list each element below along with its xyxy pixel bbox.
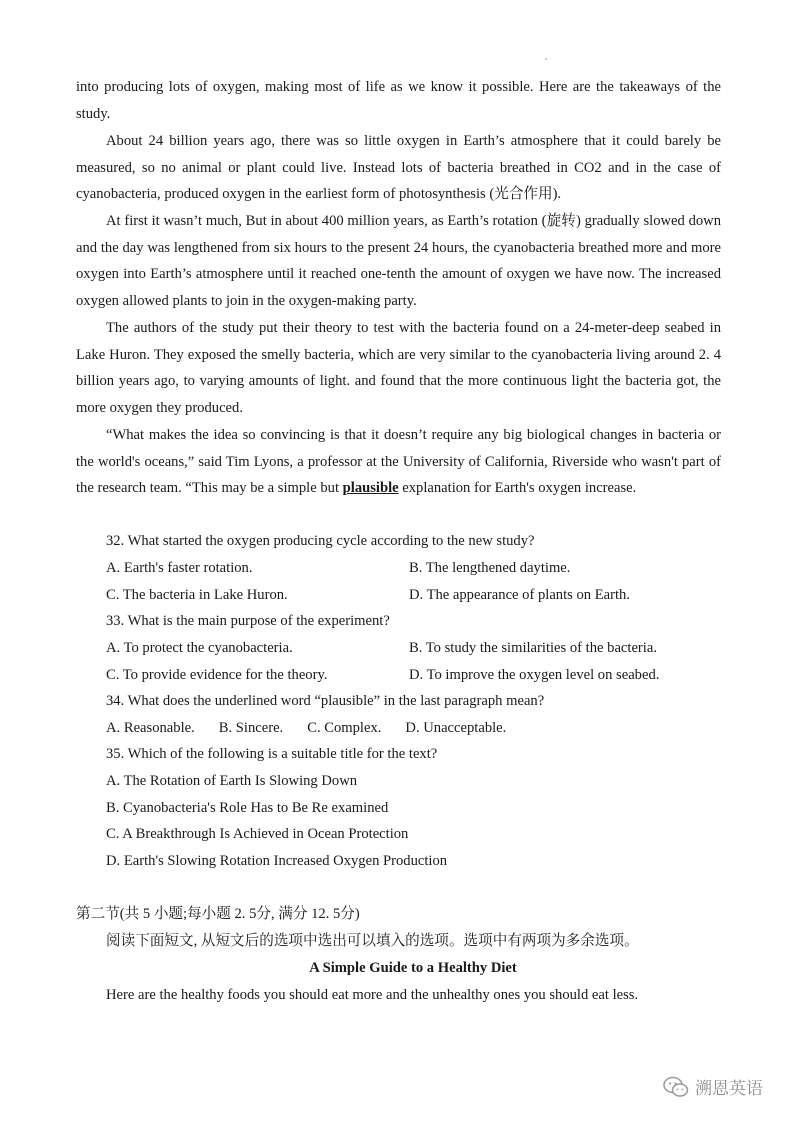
question-35-option-d: D. Earth's Slowing Rotation Increased Oxygen Production bbox=[106, 853, 448, 869]
scan-speck bbox=[545, 58, 547, 60]
question-32-option-b: B. The lengthened daytime. bbox=[409, 560, 571, 576]
section-2-heading: 第二节(共 5 小题;每小题 2. 5分, 满分 12. 5分) bbox=[76, 906, 360, 922]
passage-paragraph-1: About 24 billion years ago, there was so little oxygen in Earth’s atmosphere that it could barely be measured, so no animal or plant could live. Instead lots of bacteria breathed in CO2 and in the case of cyanobacteria, produced oxygen in the earliest form of photosynthesis (光合作用). bbox=[76, 133, 721, 203]
question-35-option-b: B. Cyanobacteria's Role Has to Be Re examined bbox=[106, 800, 389, 816]
question-32-option-d: D. The appearance of plants on Earth. bbox=[409, 587, 630, 603]
article-intro: Here are the healthy foods you should eat more and the unhealthy ones you should eat less. bbox=[106, 987, 639, 1003]
question-32-stem: 32. What started the oxygen producing cycle according to the new study? bbox=[106, 533, 535, 549]
question-33-option-a: A. To protect the cyanobacteria. bbox=[106, 640, 293, 656]
question-33-stem: 33. What is the main purpose of the experiment? bbox=[106, 613, 390, 629]
watermark bbox=[663, 1074, 763, 1099]
question-34-options bbox=[106, 715, 530, 742]
question-33-option-c: C. To provide evidence for the theory. bbox=[106, 667, 328, 683]
article-title: A Simple Guide to a Healthy Diet bbox=[309, 960, 517, 976]
question-34-stem: 34. What does the underlined word “plausible” in the last paragraph mean? bbox=[106, 693, 545, 709]
passage-paragraph-3: The authors of the study put their theory to test with the bacteria found on a 24-meter-deep seabed in Lake Huron. They exposed the smelly bacteria, which are very similar to the cyanobacteria living around 2. 4 billion years ago, to varying amounts of light. and found that the more continuous light the bacteria got, the more oxygen they produced. bbox=[76, 320, 721, 417]
question-34-option-c: C. Complex. bbox=[307, 720, 382, 736]
passage-paragraph-2: At first it wasn’t much, But in about 400 million years, as Earth’s rotation (旋转) gradually slowed down and the day was lengthened from six hours to the present 24 hours, the cyanobacteria breathed more and more oxygen into Earth’s atmosphere until it reached one-tenth the amount of oxygen we have now. The increased oxygen allowed plants to join in the oxygen-making party. bbox=[76, 213, 721, 310]
paragraph-4-text-after: explanation for Earth's oxygen increase. bbox=[398, 480, 637, 497]
question-34-option-d: D. Unacceptable. bbox=[405, 720, 507, 736]
underlined-word-plausible: plausible bbox=[342, 480, 399, 497]
question-35-stem: 35. Which of the following is a suitable title for the text? bbox=[106, 746, 438, 762]
watermark-text: 溯恩英语 bbox=[695, 1079, 763, 1099]
question-34-option-a: A. Reasonable. bbox=[106, 720, 195, 736]
question-35-option-a: A. The Rotation of Earth Is Slowing Down bbox=[106, 773, 358, 789]
wechat-icon bbox=[663, 1076, 689, 1098]
question-32-option-a: A. Earth's faster rotation. bbox=[106, 560, 253, 576]
question-33-option-d: D. To improve the oxygen level on seabed. bbox=[409, 667, 660, 683]
passage-paragraph-0: into producing lots of oxygen, making most of life as we know it possible. Here are the takeaways of the study. bbox=[76, 79, 721, 122]
paragraph-4-text-before: “What makes the idea so convincing is that it doesn’t require any big biological changes in bacteria or the world's oceans,” said Tim Lyons, a professor at the University of California, Riverside who wasn't part of the research team. “This may be a simple but bbox=[76, 427, 721, 497]
question-33-option-b: B. To study the similarities of the bacteria. bbox=[409, 640, 657, 656]
question-34-option-b: B. Sincere. bbox=[218, 720, 284, 736]
passage-paragraph-4 bbox=[76, 422, 721, 502]
question-32-option-c: C. The bacteria in Lake Huron. bbox=[106, 587, 288, 603]
section-2-instruction: 阅读下面短文, 从短文后的选项中选出可以填入的选项。选项中有两项为多余选项。 bbox=[106, 933, 639, 949]
question-35-option-c: C. A Breakthrough Is Achieved in Ocean Protection bbox=[106, 826, 409, 842]
